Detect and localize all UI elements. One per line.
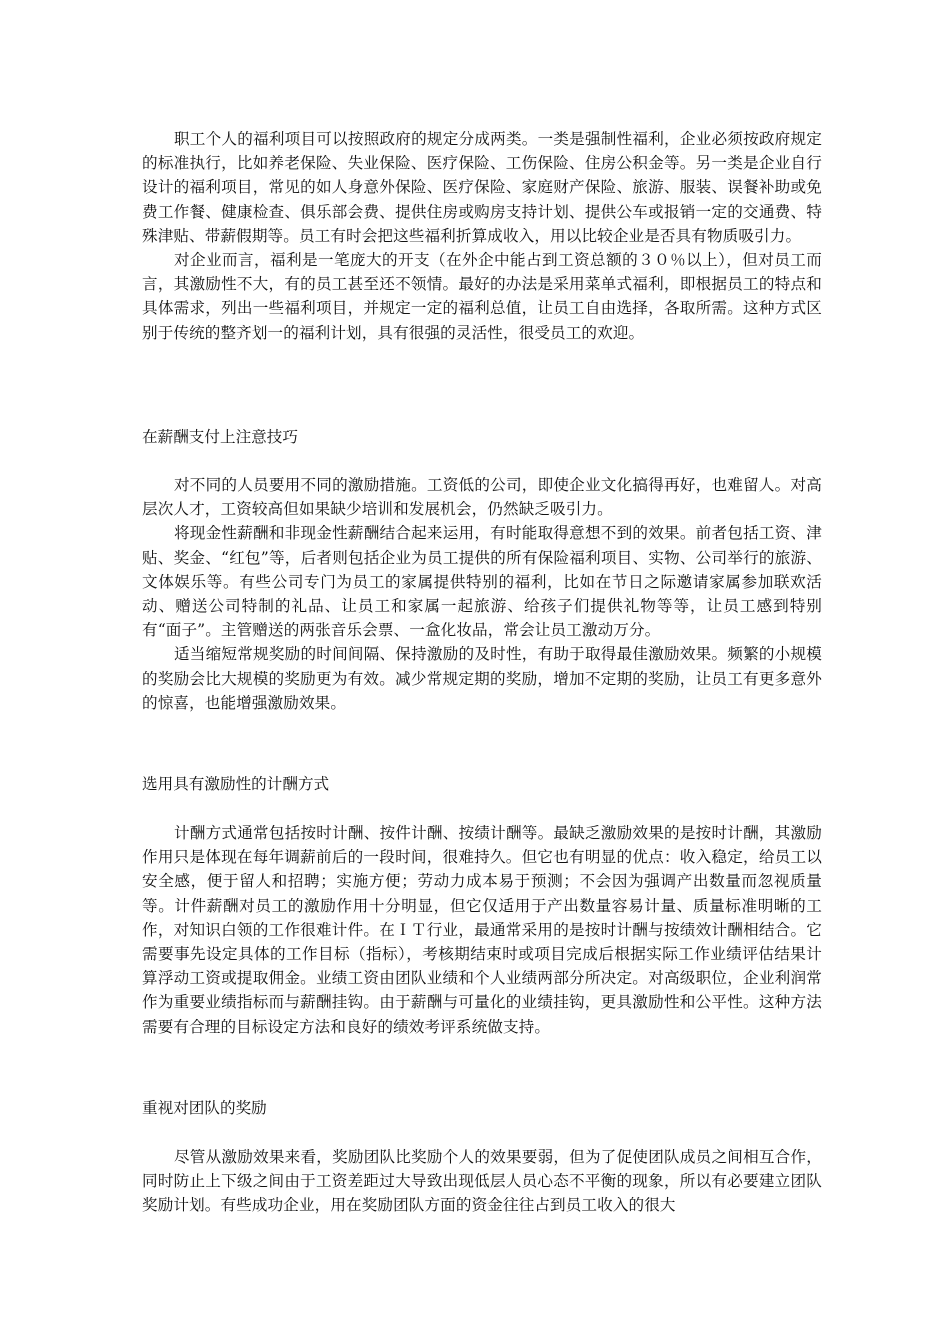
paragraph: 对不同的人员要用不同的激励措施。工资低的公司，即使企业文化搞得再好，也难留人。对高层次人才，工资较高但如果缺少培训和发展机会，仍然缺乏吸引力。 xyxy=(142,476,822,519)
paragraph: 将现金性薪酬和非现金性薪酬结合起来运用，有时能取得意想不到的效果。前者包括工资、津贴、奖金、“红包”等，后者则包括企业为员工提供的所有保险福利项目、实物、公司举行的旅游、文体娱乐等。有些公司专门为员工的家属提供特别的福利，比如在节日之际邀请家属参加联欢活动、赠送公司特制的礼品、让员工和家属一起旅游、给孩子们提供礼物等等，让员工感到特别有“面子”。主管赠送的两张音乐会票、一盒化妆品，常会让员工激动万分。 xyxy=(142,524,822,640)
section-payment-skills xyxy=(142,473,822,715)
section-welfare xyxy=(142,127,822,345)
section-team-rewards xyxy=(142,1145,822,1218)
section-heading: 选用具有激励性的计酬方式 xyxy=(142,775,330,793)
section-heading: 重视对团队的奖励 xyxy=(142,1099,267,1117)
paragraph: 尽管从激励效果来看，奖励团队比奖励个人的效果要弱，但为了促使团队成员之间相互合作，同时防止上下级之间由于工资差距过大导致出现低层人员心态不平衡的现象，所以有必要建立团队奖励计划。有些成功企业，用在奖励团队方面的资金往往占到员工收入的很大 xyxy=(142,1148,822,1215)
paragraph: 适当缩短常规奖励的时间间隔、保持激励的及时性，有助于取得最佳激励效果。频繁的小规模的奖励会比大规模的奖励更为有效。减少常规定期的奖励，增加不定期的奖励，让员工有更多意外的惊喜，也能增强激励效果。 xyxy=(142,645,822,712)
section-pay-methods xyxy=(142,821,822,1039)
paragraph: 职工个人的福利项目可以按照政府的规定分成两类。一类是强制性福利，企业必须按政府规定的标准执行，比如养老保险、失业保险、医疗保险、工伤保险、住房公积金等。另一类是企业自行设计的福利项目，常见的如人身意外保险、医疗保险、家庭财产保险、旅游、服装、误餐补助或免费工作餐、健康检查、俱乐部会费、提供住房或购房支持计划、提供公车或报销一定的交通费、特殊津贴、带薪假期等。员工有时会把这些福利折算成收入，用以比较企业是否具有物质吸引力。 xyxy=(142,130,822,245)
paragraph: 对企业而言，福利是一笔庞大的开支（在外企中能占到工资总额的３０％以上），但对员工而言，其激励性不大，有的员工甚至还不领情。最好的办法是采用菜单式福利，即根据员工的特点和具体需求，列出一些福利项目，并规定一定的福利总值，让员工自由选择，各取所需。这种方式区别于传统的整齐划一的福利计划，具有很强的灵活性，很受员工的欢迎。 xyxy=(142,251,822,342)
paragraph: 计酬方式通常包括按时计酬、按件计酬、按绩计酬等。最缺乏激励效果的是按时计酬，其激励作用只是体现在每年调薪前后的一段时间，很难持久。但它也有明显的优点：收入稳定，给员工以安全感，便于留人和招聘；实施方便；劳动力成本易于预测；不会因为强调产出数量而忽视质量等。计件薪酬对员工的激励作用十分明显，但它仅适用于产出数量容易计量、质量标准明晰的工作，对知识白领的工作很难计件。在ＩＴ行业，最通常采用的是按时计酬与按绩效计酬相结合。它需要事先设定具体的工作目标（指标），考核期结束时或项目完成后根据实际工作业绩评估结果计算浮动工资或提取佣金。业绩工资由团队业绩和个人业绩两部分所决定。对高级职位，企业利润常作为重要业绩指标而与薪酬挂钩。由于薪酬与可量化的业绩挂钩，更具激励性和公平性。这种方法需要有合理的目标设定方法和良好的绩效考评系统做支持。 xyxy=(142,824,822,1036)
section-heading: 在薪酬支付上注意技巧 xyxy=(142,428,298,446)
